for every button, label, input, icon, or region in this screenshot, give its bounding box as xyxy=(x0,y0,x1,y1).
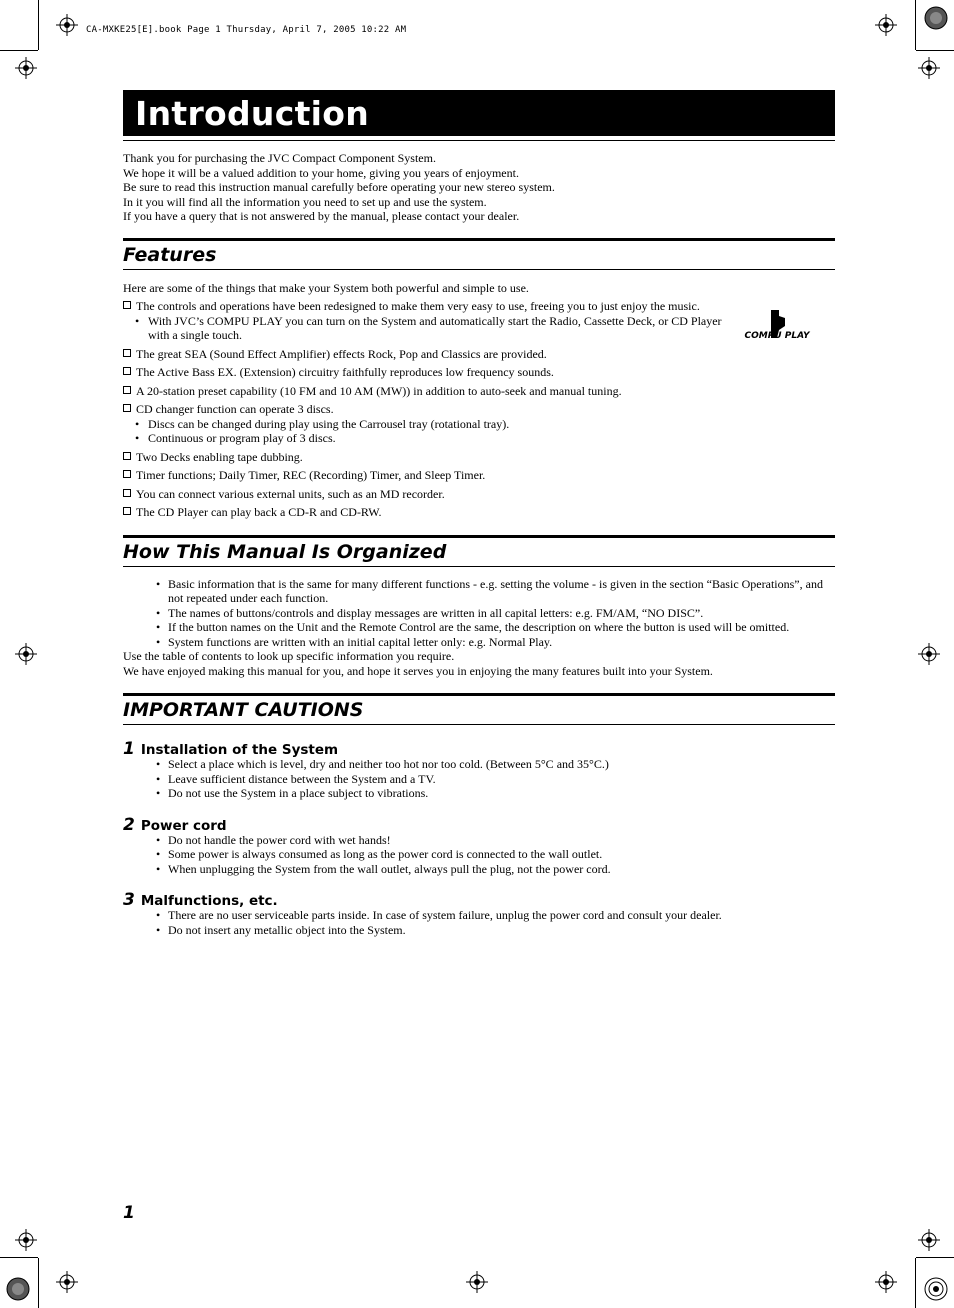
intro-line: We hope it will be a valued addition to your home, giving you years of enjoyment. xyxy=(123,165,519,180)
registration-mark-icon xyxy=(918,643,940,665)
feature-item: The Active Bass EX. (Extension) circuitry faithfully reproduces low frequency sounds. xyxy=(123,365,835,380)
density-dial-icon xyxy=(924,6,948,30)
registration-mark-icon xyxy=(15,57,37,79)
feature-item: The CD Player can play back a CD-R and CD-RW. xyxy=(123,505,835,520)
registration-mark-icon xyxy=(15,643,37,665)
registration-mark-icon xyxy=(875,1271,897,1293)
registration-mark-icon xyxy=(918,57,940,79)
crop-line xyxy=(916,1257,954,1258)
list-item: • Some power is always consumed as long as the power cord is connected to the wall outlet. xyxy=(156,847,603,861)
feature-item: Timer functions; Daily Timer, REC (Recording) Timer, and Sleep Timer. xyxy=(123,468,835,483)
intro-line: If you have a query that is not answered by the manual, please contact your dealer. xyxy=(123,209,520,223)
crop-line xyxy=(916,50,954,51)
list-item: • System functions are written with an initial capital letter only: e.g. Normal Play. xyxy=(156,634,553,649)
feature-item: You can connect various external units, such as an MD recorder. xyxy=(123,487,835,502)
caution-title: Power cord xyxy=(140,817,227,834)
features-heading: Features xyxy=(123,238,835,270)
list-item: • Do not handle the power cord with wet hands! xyxy=(156,832,391,847)
title-rule xyxy=(123,140,835,141)
caution-group xyxy=(123,739,835,801)
feature-sub-item: • With JVC’s COMPU PLAY you can turn on the System and automatically start the Radio, Cassette Deck, or CD Player with a single touch. xyxy=(135,313,722,342)
crop-header: CA-MXKE25[E].book Page 1 Thursday, April 7, 2005 10:22 AM xyxy=(86,25,407,35)
registration-mark-icon xyxy=(918,1229,940,1251)
checkbox-icon xyxy=(123,349,131,357)
organized-list xyxy=(123,577,835,650)
features-section xyxy=(123,238,835,520)
page-number: 1 xyxy=(123,1203,135,1223)
intro-line: Thank you for purchasing the JVC Compact Component System. xyxy=(123,151,436,165)
caution-title: Malfunctions, etc. xyxy=(140,893,278,909)
feature-item: Two Decks enabling tape dubbing. xyxy=(123,450,835,465)
organized-closing-line: We have enjoyed making this manual for you, and hope it serves you in enjoying the many features built into your System. xyxy=(123,663,713,678)
density-dial-icon xyxy=(6,1277,30,1301)
crop-line xyxy=(0,1257,38,1258)
caution-number: 3 xyxy=(123,890,135,910)
feature-sub-item: • Continuous or program play of 3 discs. xyxy=(135,431,336,445)
checkbox-icon xyxy=(123,452,131,460)
crop-line xyxy=(915,1258,916,1308)
checkbox-icon xyxy=(123,386,131,394)
crop-line xyxy=(0,50,38,51)
caution-group xyxy=(123,815,835,877)
list-item: • Leave sufficient distance between the System and a TV. xyxy=(156,771,436,786)
list-item: • Do not use the System in a place subject to vibrations. xyxy=(156,786,429,800)
checkbox-icon xyxy=(123,367,131,375)
page-title: Introduction xyxy=(123,90,835,136)
page-content xyxy=(123,90,835,937)
feature-item: A 20-station preset capability (10 FM and 10 AM (MW)) in addition to auto-seek and manual tuning. xyxy=(123,384,835,399)
checkbox-icon xyxy=(123,404,131,412)
crop-line xyxy=(38,0,39,50)
checkbox-icon xyxy=(123,507,131,515)
organized-closing-line: Use the table of contents to look up specific information you require. xyxy=(123,649,455,663)
features-lead: Here are some of the things that make your System both powerful and simple to use. xyxy=(123,280,529,295)
registration-mark-icon xyxy=(466,1271,488,1293)
organized-heading: How This Manual Is Organized xyxy=(123,535,835,567)
list-item: • The names of buttons/controls and display messages are written in all capital letters: e.g. FM/AM, “NO DISC”. xyxy=(156,605,704,620)
checkbox-icon xyxy=(123,470,131,478)
cautions-heading: IMPORTANT CAUTIONS xyxy=(123,693,835,725)
list-item: • If the button names on the Unit and the Remote Control are the same, the description on where the button is used will be omitted. xyxy=(156,620,790,634)
registration-mark-icon xyxy=(56,14,78,36)
crop-line xyxy=(915,0,916,50)
checkbox-icon xyxy=(123,489,131,497)
caution-group xyxy=(123,890,835,937)
organized-section xyxy=(123,535,835,679)
list-item: • When unplugging the System from the wall outlet, always pull the plug, not the power cord. xyxy=(156,861,611,876)
feature-item: The great SEA (Sound Effect Amplifier) effects Rock, Pop and Classics are provided. xyxy=(123,347,835,362)
list-item: • Do not insert any metallic object into the System. xyxy=(156,922,406,937)
list-item: • Select a place which is level, dry and neither too hot nor too cold. (Between 5°C and 35°C.) xyxy=(156,757,609,771)
caution-title: Installation of the System xyxy=(140,742,339,758)
list-item: • There are no user serviceable parts inside. In case of system failure, unplug the power cord and consult your dealer. xyxy=(156,908,722,922)
list-item: • Basic information that is the same for many different functions - e.g. setting the volume - is given in the section “Basic Operations”, and not repeated under each function. xyxy=(156,576,823,605)
checkbox-icon xyxy=(123,301,131,309)
registration-mark-icon xyxy=(56,1271,78,1293)
crop-line xyxy=(38,1258,39,1308)
intro-line: Be sure to read this instruction manual carefully before operating your new stereo system. xyxy=(123,180,555,194)
caution-number: 1 xyxy=(123,739,135,759)
registration-mark-icon xyxy=(15,1229,37,1251)
feature-item: CD changer function can operate 3 discs. • Discs can be changed during play using the Carrousel tray (rotational tray). • Continuous or program play of 3 discs. xyxy=(123,402,835,446)
density-dial-icon xyxy=(924,1277,948,1301)
feature-sub-item: • Discs can be changed during play using the Carrousel tray (rotational tray). xyxy=(135,416,510,431)
intro-text xyxy=(123,151,835,224)
caution-number: 2 xyxy=(123,814,135,835)
feature-item: The controls and operations have been redesigned to make them very easy to use, freeing you to just enjoy the music. • With JVC’s COMPU PLAY you can turn on the System and automatically start the Radio, Cassette Deck, or CD Player with a single touch. xyxy=(123,299,835,343)
registration-mark-icon xyxy=(875,14,897,36)
cautions-section xyxy=(123,693,835,937)
compu-play-logo-text: COMPU PLAY xyxy=(744,331,810,341)
intro-line: In it you will find all the information you need to set up and use the system. xyxy=(123,194,487,209)
